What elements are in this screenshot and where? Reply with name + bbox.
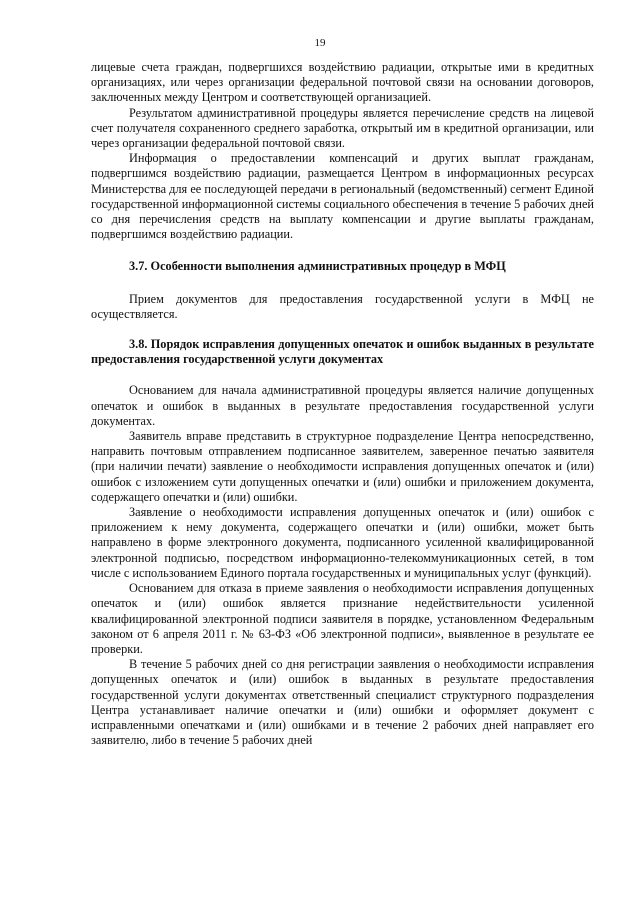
paragraph-result: Результатом административной процедуры является перечисление средств на лицевой счет получателя сохраненного среднего заработка, открытый им в кредитной организации, или через организации федеральной почтовой связи. bbox=[91, 105, 594, 151]
paragraph-refusal: Основанием для отказа в приеме заявления о необходимости исправления допущенных опечаток и (или) ошибок является признание недействительности усиленной квалифицированной электронной подписи заявителя в порядке, установленном Федеральным законом от 6 апреля 2011 г. № 63-ФЗ «Об электронной подписи», выявленное в результате ее проверки. bbox=[91, 581, 594, 656]
section-heading-3-8: 3.8. Порядок исправления допущенных опечаток и ошибок выданных в результате предоставления государственной услуги документах bbox=[91, 337, 594, 367]
paragraph-deadline: В течение 5 рабочих дней со дня регистрации заявления о необходимости исправления допущенных опечаток и (или) ошибок в выданных в результате предоставления государственной услуги документах ответственный специалист структурного подразделения Центра устанавливает наличие опечатки и (или) ошибки и оформляет документ с исправленными опечатками и (или) ошибками и в течение 2 рабочих дней направляет его заявителю, либо в течение 5 рабочих дней bbox=[91, 657, 594, 748]
paragraph-information: Информация о предоставлении компенсаций и других выплат гражданам, подвергшимся воздействию радиации, размещается Центром в информационных ресурсах Министерства для ее последующей передачи в региональный (ведомственный) сегмент Единой государственной информационной системы социального обеспечения в течение 5 рабочих дней со дня перечисления средств на выплату компенсации и другие выплаты гражданам, подвергшимся воздействию радиации. bbox=[91, 151, 594, 242]
paragraph-electronic: Заявление о необходимости исправления допущенных опечаток и (или) ошибок с приложением к нему документа, содержащего опечатки и (или) ошибки, может быть направлено в форме электронного документа, подписанного усиленной квалифицированной электронной подписью, посредством информационно-телекоммуникационных сетей, в том числе с использованием Единого портала государственных и муниципальных услуг (функций). bbox=[91, 505, 594, 580]
page-number: 19 bbox=[314, 37, 326, 49]
paragraph-mfc: Прием документов для предоставления государственной услуги в МФЦ не осуществляется. bbox=[91, 291, 594, 321]
section-heading-3-7: 3.7. Особенности выполнения административных процедур в МФЦ bbox=[129, 259, 506, 274]
paragraph-accounts: лицевые счета граждан, подвергшихся воздействию радиации, открытые ими в кредитных организациях, или через организации федеральной почтовой связи на основании договоров, заключенных между Центром и соответствующей организацией. bbox=[91, 60, 594, 105]
paragraph-basis: Основанием для начала административной процедуры является наличие допущенных опечаток и ошибок в выданных в результате предоставления государственной услуги документах. bbox=[91, 383, 594, 428]
document-body bbox=[91, 60, 594, 748]
paragraph-applicant: Заявитель вправе представить в структурное подразделение Центра непосредственно, направить почтовым отправлением подписанное заявителем, заверенное печатью заявителя (при наличии печати) заявление о необходимости исправления допущенных опечаток и (или) ошибок с изложением сути допущенных опечатки и (или) ошибки и приложением документа, содержащего опечатки и (или) ошибки. bbox=[91, 429, 594, 504]
